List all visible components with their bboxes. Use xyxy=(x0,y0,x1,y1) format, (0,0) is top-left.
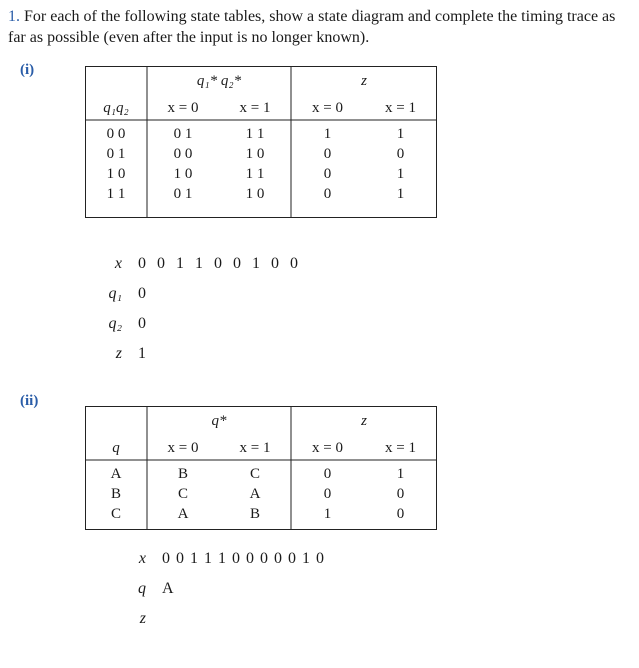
state-cell: A xyxy=(110,465,122,482)
output-cell: 0 xyxy=(323,185,332,202)
table-row xyxy=(85,164,437,184)
problem-text: For each of the following state tables, show a state diagram and complete the timing trace as far as possible (even after the input is no longer known). xyxy=(8,8,616,46)
next-state-cell: B xyxy=(249,505,260,522)
part-i-next-state-header: q₁* q₂* xyxy=(196,72,242,89)
table-row xyxy=(85,464,437,484)
output-cell: 1 xyxy=(396,165,405,182)
next-state-cell: 0 1 xyxy=(173,125,193,142)
trace-row-q xyxy=(108,575,325,603)
trace-row-q1 xyxy=(84,280,299,308)
part-i-x1-header: x = 1 xyxy=(239,99,271,116)
trace-values-x: 0 0 1 1 0 0 1 0 0 xyxy=(138,255,299,272)
output-cell: 1 xyxy=(396,125,405,142)
trace-label-q: q xyxy=(138,580,146,597)
trace-label-x: x xyxy=(114,255,122,272)
trace-label-q1: q₁ xyxy=(108,285,122,302)
trace-row-z xyxy=(84,340,299,368)
state-cell: 1 0 xyxy=(106,165,126,182)
output-cell: 0 xyxy=(323,165,332,182)
trace-row-x xyxy=(84,250,299,278)
table-row xyxy=(85,184,437,204)
trace-label-q2: q₂ xyxy=(108,315,122,332)
state-cell: 0 0 xyxy=(106,125,126,142)
next-state-cell: 1 0 xyxy=(173,165,193,182)
trace-value-q[interactable]: A xyxy=(162,580,174,597)
output-cell: 1 xyxy=(396,185,405,202)
table-row xyxy=(85,124,437,144)
next-state-cell: 1 1 xyxy=(245,165,265,182)
next-state-cell: C xyxy=(249,465,260,482)
state-cell: C xyxy=(110,505,121,522)
state-cell: B xyxy=(110,485,121,502)
part-i-z-x0-header: x = 0 xyxy=(312,99,343,116)
output-cell: 1 xyxy=(323,505,332,522)
next-state-cell: 0 0 xyxy=(173,145,193,162)
part-i-x0-header: x = 0 xyxy=(167,99,199,116)
next-state-cell: 1 1 xyxy=(245,125,265,142)
part-i-state-table xyxy=(85,66,437,204)
table-row xyxy=(85,484,437,504)
next-state-cell: A xyxy=(177,505,189,522)
part-ii-z-x1-header: x = 1 xyxy=(385,439,416,456)
part-ii-x1-header: x = 1 xyxy=(239,439,271,456)
output-cell: 0 xyxy=(396,485,405,502)
part-i-label: (i) xyxy=(20,62,35,78)
problem-number: 1. xyxy=(8,8,20,25)
part-ii-next-state-header: q* xyxy=(211,412,227,429)
output-cell: 0 xyxy=(323,465,332,482)
trace-values-x: 0 0 1 1 1 0 0 0 0 0 1 0 xyxy=(162,550,325,567)
output-cell: 0 xyxy=(396,145,405,162)
part-i-state-col-header: q₁q₂ xyxy=(103,99,129,116)
trace-row-x xyxy=(108,545,325,573)
part-ii-state-col-header: q xyxy=(112,439,120,456)
next-state-cell: C xyxy=(177,485,188,502)
part-ii-x0-header: x = 0 xyxy=(167,439,199,456)
part-i-output-header: z xyxy=(361,72,367,89)
part-i-timing-trace xyxy=(82,248,301,370)
output-cell: 0 xyxy=(323,145,332,162)
table-row xyxy=(85,144,437,164)
next-state-cell: A xyxy=(249,485,261,502)
trace-value-z[interactable]: 1 xyxy=(138,345,146,362)
trace-value-q2[interactable]: 0 xyxy=(138,315,146,332)
part-ii-z-x0-header: x = 0 xyxy=(312,439,343,456)
trace-row-z xyxy=(108,605,325,633)
part-i-z-x1-header: x = 1 xyxy=(385,99,416,116)
next-state-cell: 1 0 xyxy=(245,145,265,162)
part-ii-label: (ii) xyxy=(20,393,39,409)
output-cell: 0 xyxy=(396,505,405,522)
problem-statement xyxy=(8,6,633,48)
part-ii-output-header: z xyxy=(361,412,367,429)
trace-value-q1[interactable]: 0 xyxy=(138,285,146,302)
trace-label-z: z xyxy=(115,345,122,362)
table-row xyxy=(85,504,437,524)
part-ii-timing-trace xyxy=(106,543,327,635)
output-cell: 1 xyxy=(323,125,332,142)
trace-label-x: x xyxy=(138,550,146,567)
part-ii-state-table xyxy=(85,406,437,524)
next-state-cell: B xyxy=(177,465,188,482)
state-cell: 0 1 xyxy=(106,145,126,162)
trace-label-z: z xyxy=(139,610,146,627)
next-state-cell: 0 1 xyxy=(173,185,193,202)
next-state-cell: 1 0 xyxy=(245,185,265,202)
trace-row-q2 xyxy=(84,310,299,338)
output-cell: 1 xyxy=(396,465,405,482)
output-cell: 0 xyxy=(323,485,332,502)
state-cell: 1 1 xyxy=(106,185,126,202)
trace-value-z[interactable] xyxy=(162,605,325,633)
